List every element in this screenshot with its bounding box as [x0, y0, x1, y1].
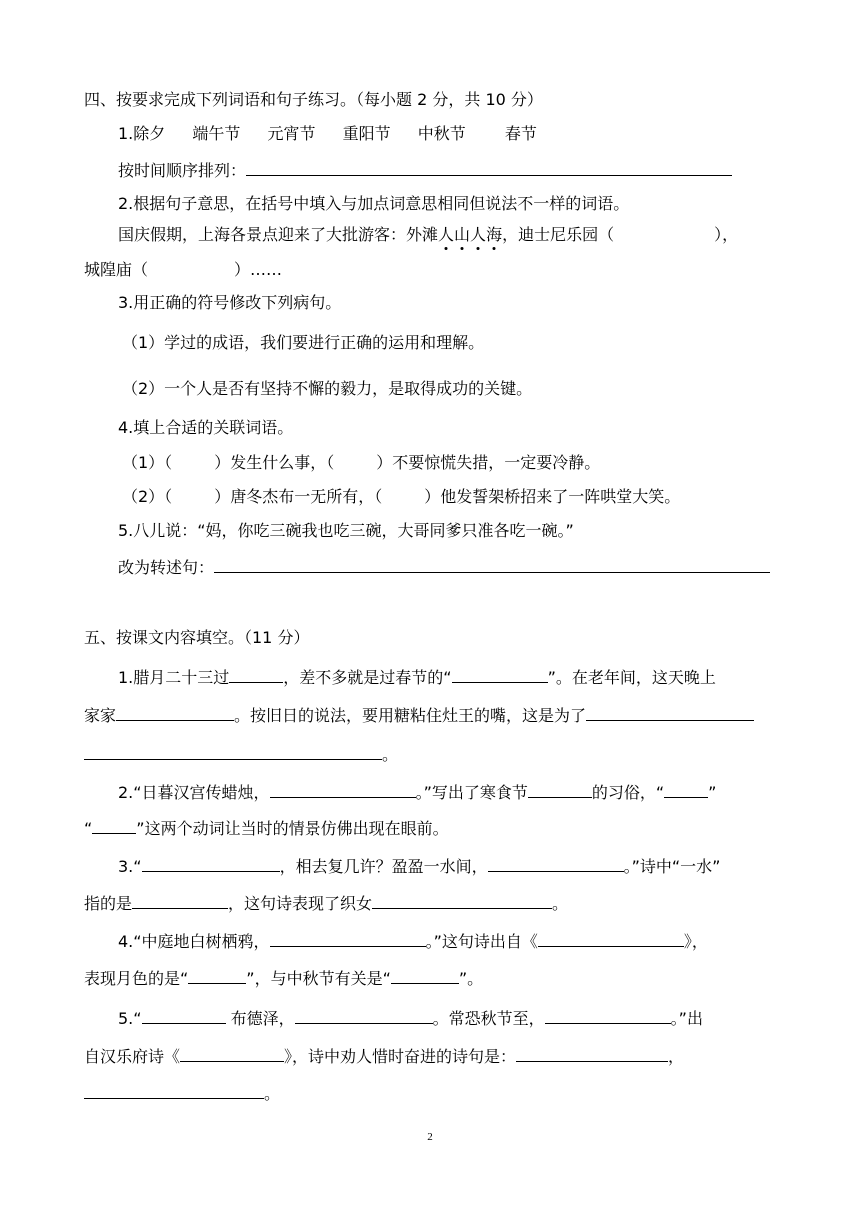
answer-blank[interactable]	[229, 667, 283, 683]
q5-3-d: 指的是	[84, 894, 133, 913]
q4-1-prompt: 按时间顺序排列：	[118, 161, 247, 180]
q4-2-text: 2.根据句子意思，在括号中填入与加点词意思相同但说法不一样的词语。	[118, 194, 630, 213]
word-1: 除夕	[133, 124, 166, 143]
q5-1-line3	[84, 744, 398, 765]
q4-5-text: 5.八儿说：“妈，你吃三碗我也吃三碗，大哥同爹只准各吃一碗。”	[118, 521, 574, 540]
q4-2-sentence	[118, 225, 738, 245]
q5-5-a: 5.“	[118, 1009, 142, 1028]
q4-4-text: 4.填上合适的关联词语。	[118, 418, 294, 437]
q5-1-f: 。	[382, 745, 399, 764]
answer-blank[interactable]	[180, 1046, 284, 1062]
q4-1-answer-row	[118, 160, 732, 181]
q4-5-prompt: 改为转述句：	[118, 558, 215, 577]
q5-1-c: ”。在老年间，这天晚上	[547, 668, 716, 687]
word-6: 春节	[504, 124, 537, 143]
q4-3-s2: （2）一个人是否有坚持不懈的毅力，是取得成功的关键。	[122, 379, 533, 398]
q5-3-line1	[118, 856, 720, 877]
q5-2-f: ”这两个动词让当时的情景仿佛出现在眼前。	[136, 819, 449, 838]
q5-3-b: ，相去复几许？盈盈一水间，	[279, 857, 488, 876]
q5-4-c: 》，	[683, 932, 708, 951]
section-4-title: 四、按要求完成下列词语和句子练习。（每小题 2 分，共 10 分）	[84, 90, 543, 109]
answer-blank[interactable]	[270, 931, 426, 947]
answer-blank[interactable]	[188, 968, 246, 984]
q4-2-line2-b: ）……	[234, 260, 283, 279]
q5-5-line2	[84, 1046, 684, 1067]
q4-2-line2-a: 城隍庙（	[84, 260, 149, 279]
q5-4-line1	[118, 931, 708, 952]
answer-blank[interactable]	[270, 782, 416, 798]
q5-5-line3	[84, 1083, 280, 1104]
dotted-char: 人	[470, 225, 487, 244]
q4-4-s2	[122, 487, 680, 507]
q5-4-a: 4.“中庭地白树栖鸦，	[118, 932, 270, 951]
q4-4-s2-a: （2）（	[122, 487, 173, 506]
q5-5-line1	[118, 1008, 703, 1029]
dotted-char: 山	[454, 225, 471, 244]
q5-5-g: ，	[668, 1047, 685, 1066]
answer-blank[interactable]	[664, 782, 708, 798]
q5-5-h: 。	[264, 1084, 281, 1103]
answer-blank[interactable]	[84, 1083, 264, 1099]
q4-3-text: 3.用正确的符号修改下列病句。	[118, 293, 342, 312]
q4-4-s2-b: ）唐冬杰布一无所有，（	[214, 487, 383, 506]
q5-4-f: ”。	[458, 969, 484, 988]
answer-blank[interactable]	[528, 782, 592, 798]
section-5-title: 五、按课文内容填空。（11 分）	[84, 628, 310, 647]
answer-blank[interactable]	[391, 968, 459, 984]
dotted-char: 海	[486, 225, 503, 244]
q5-4-b: 。”这句诗出自《	[425, 932, 538, 951]
q5-1-d: 家家	[84, 706, 117, 725]
answer-blank[interactable]	[246, 160, 732, 176]
answer-blank[interactable]	[132, 893, 228, 909]
q5-5-c: 。常恐秋节至，	[432, 1009, 545, 1028]
dotted-word	[438, 225, 502, 244]
answer-blank[interactable]	[488, 856, 624, 872]
word-5: 中秋节	[417, 124, 466, 143]
q5-5-f: 》，诗中劝人惜时奋进的诗句是：	[284, 1047, 517, 1066]
answer-blank[interactable]	[295, 1008, 433, 1024]
answer-blank[interactable]	[142, 1008, 226, 1024]
q5-1-line1	[118, 667, 716, 688]
q5-1-line2	[84, 705, 754, 726]
page-number: 2	[427, 1131, 433, 1143]
q5-3-c: 。”诗中“一水”	[623, 857, 721, 876]
q4-2-sentence-a: 国庆假期，上海各景点迎来了大批游客：外滩	[118, 225, 439, 244]
q5-1-b: ，差不多就是过春节的“	[283, 668, 452, 687]
answer-blank[interactable]	[116, 705, 234, 721]
q4-4-s2-c: ）他发誓架桥招来了一阵哄堂大笑。	[424, 487, 681, 506]
q5-4-e: ”，与中秋节有关是“	[246, 969, 391, 988]
q4-3-s1: （1）学过的成语，我们要进行正确的运用和理解。	[122, 333, 485, 352]
q5-4-line2	[84, 968, 483, 989]
word-3: 元宵节	[267, 124, 316, 143]
q5-5-e: 自汉乐府诗《	[84, 1047, 181, 1066]
answer-blank[interactable]	[545, 1008, 671, 1024]
q4-5-answer-row	[118, 557, 770, 578]
q5-2-e: “	[84, 819, 93, 838]
q5-2-d: ”	[708, 783, 717, 802]
q4-4-s1-c: ）不要惊慌失措，一定要冷静。	[376, 453, 601, 472]
q4-2-line2	[84, 260, 282, 280]
answer-blank[interactable]	[372, 893, 552, 909]
answer-blank[interactable]	[538, 931, 684, 947]
q4-1-num: 1.	[118, 124, 134, 143]
q5-2-line2	[84, 818, 449, 839]
q4-1-words	[118, 124, 537, 144]
answer-blank[interactable]	[92, 818, 136, 834]
word-4: 重阳节	[342, 124, 391, 143]
q5-2-b: 。”写出了寒食节	[415, 783, 528, 802]
q5-5-b: 布德泽，	[225, 1009, 295, 1028]
answer-blank[interactable]	[214, 557, 770, 573]
q5-4-d: 表现月色的是“	[84, 969, 189, 988]
q5-3-f: 。	[552, 894, 569, 913]
q5-2-c: 的习俗，“	[591, 783, 665, 802]
q5-3-a: 3.“	[118, 857, 142, 876]
dotted-char: 人	[438, 225, 455, 244]
answer-blank[interactable]	[452, 667, 548, 683]
q5-1-a: 1.腊月二十三过	[118, 668, 230, 687]
q4-2-sentence-b: ，迪士尼乐园（	[502, 225, 615, 244]
q5-2-a: 2.“日暮汉宫传蜡烛，	[118, 783, 270, 802]
q4-2-sentence-c: ），	[714, 225, 739, 244]
q4-4-s1-a: （1）（	[122, 453, 173, 472]
answer-blank[interactable]	[142, 856, 280, 872]
answer-blank[interactable]	[586, 705, 754, 721]
word-2: 端午节	[192, 124, 241, 143]
q4-4-s1	[122, 453, 600, 473]
q5-3-line2	[84, 893, 568, 914]
q5-3-e: ，这句诗表现了织女	[228, 894, 373, 913]
q5-1-e: 。按旧日的说法，要用糖粘住灶王的嘴，这是为了	[234, 706, 587, 725]
q5-5-d: 。”出	[670, 1009, 703, 1028]
answer-blank[interactable]	[516, 1046, 668, 1062]
q5-2-line1	[118, 782, 716, 803]
q4-4-s1-b: ）发生什么事，（	[214, 453, 335, 472]
answer-blank[interactable]	[84, 744, 382, 760]
